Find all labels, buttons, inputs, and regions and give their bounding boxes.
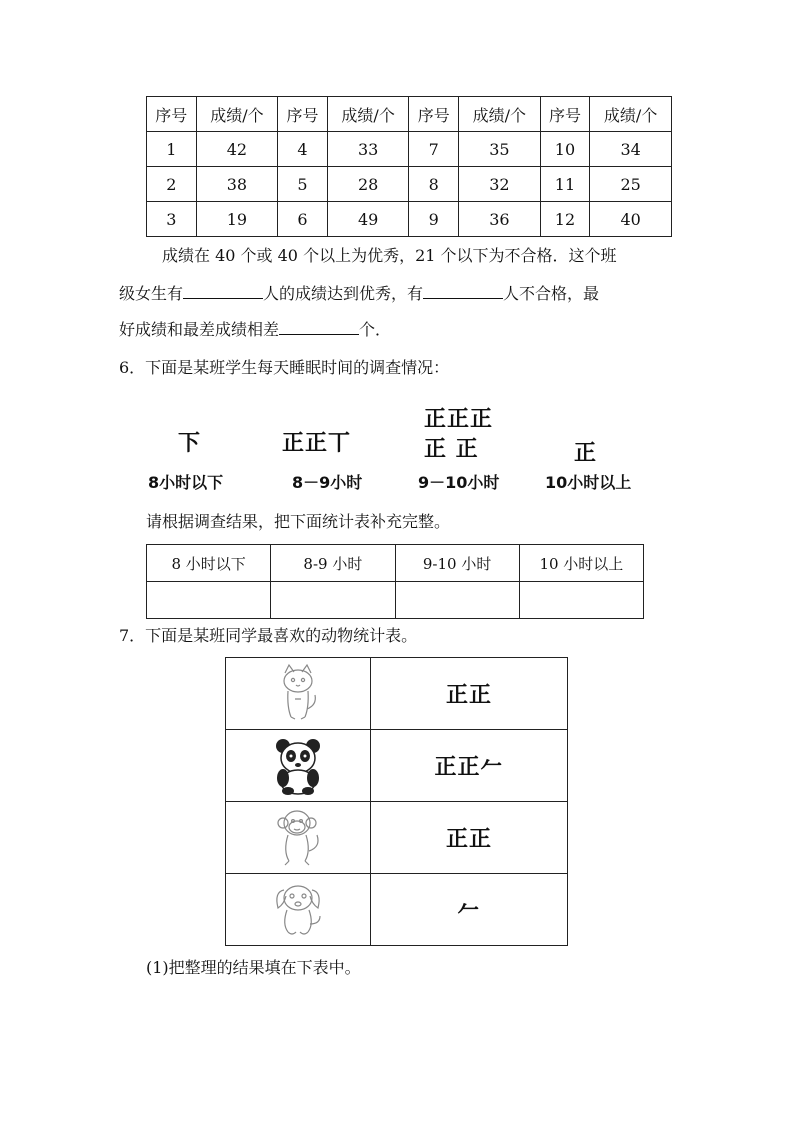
header-cell: 序号 [147,97,197,132]
tally-cell: 𠂉 [371,874,568,946]
q7-title: 7．下面是某班同学最喜欢的动物统计表。 [119,626,418,645]
table-cell: 19 [196,202,278,237]
q5-text: 人的成绩达到优秀，有 [263,284,424,303]
header-cell: 序号 [278,97,328,132]
table-cell: 11 [540,167,590,202]
header-cell: 成绩/个 [590,97,672,132]
header-cell: 9-10 小时 [395,545,519,582]
header-cell: 序号 [409,97,459,132]
table-cell: 28 [327,167,409,202]
category-label: 10小时以上 [545,473,632,492]
category-label: 8小时以下 [148,473,224,492]
tally-mark: 正 [574,441,598,466]
table-cell: 34 [590,132,672,167]
tally-mark: 下 [178,431,202,456]
table-cell: 38 [196,167,278,202]
answer-blank[interactable] [423,284,503,299]
table-cell: 2 [147,167,197,202]
table-cell: 9 [409,202,459,237]
category-label: 9－10小时 [418,473,500,492]
table-cell: 10 [540,132,590,167]
header-cell: 8-9 小时 [271,545,395,582]
category-label: 8－9小时 [292,473,363,492]
table-cell: 25 [590,167,672,202]
table-cell: 42 [196,132,278,167]
tally-cell: 正正 [371,802,568,874]
header-cell: 成绩/个 [196,97,278,132]
animal-icon-cell [226,658,371,730]
panda-icon [271,736,325,796]
animal-icon-cell [226,874,371,946]
table-cell: 40 [590,202,672,237]
q6-title: 6．下面是某班学生每天睡眠时间的调查情况： [119,358,450,377]
table-cell: 12 [540,202,590,237]
q5-text: 人不合格，最 [503,284,600,303]
table-cell: 1 [147,132,197,167]
q5-text: 级女生有 [119,284,184,303]
answer-blank[interactable] [183,284,263,299]
table-cell: 5 [278,167,328,202]
sleep-table-answer-row [147,582,644,619]
score-table [146,96,672,237]
answer-cell[interactable] [519,582,643,619]
q5-text: 个． [359,320,392,339]
q6-instruction: 请根据调查结果，把下面统计表补充完整。 [146,512,451,531]
sleep-table-header [147,545,644,582]
table-cell: 8 [409,167,459,202]
tally-mark: 正正正 [424,407,494,432]
header-cell: 成绩/个 [459,97,541,132]
q7-sub-question-1: (1)把整理的结果填在下表中。 [146,958,361,977]
table-cell: 49 [327,202,409,237]
tally-cell: 正正𠂉 [371,730,568,802]
animal-table [225,657,568,946]
monkey-icon [271,807,325,869]
answer-blank[interactable] [279,320,359,335]
q5-line-2 [119,276,599,312]
header-cell: 10 小时以上 [519,545,643,582]
q5-line-3 [119,312,391,348]
header-cell: 序号 [540,97,590,132]
table-cell: 7 [409,132,459,167]
tally-mark: 正正丅 [282,431,352,456]
animal-icon-cell [226,802,371,874]
answer-cell[interactable] [271,582,395,619]
table-row [226,658,568,730]
cat-icon [273,663,323,725]
q5-line-1: 成绩在 40 个或 40 个以上为优秀，21 个以下为不合格．这个班 [162,246,617,265]
table-cell: 33 [327,132,409,167]
answer-cell[interactable] [147,582,271,619]
table-cell: 32 [459,167,541,202]
table-row [226,874,568,946]
score-table-header [147,97,672,132]
dog-icon [270,880,326,940]
tally-cell: 正正 [371,658,568,730]
animal-icon-cell [226,730,371,802]
table-row [226,802,568,874]
table-cell: 4 [278,132,328,167]
header-cell: 8 小时以下 [147,545,271,582]
table-cell: 36 [459,202,541,237]
table-cell: 6 [278,202,328,237]
q5-text: 好成绩和最差成绩相差 [119,320,280,339]
answer-cell[interactable] [395,582,519,619]
table-cell: 3 [147,202,197,237]
table-row [147,167,672,202]
table-row [147,132,672,167]
table-row [226,730,568,802]
header-cell: 成绩/个 [327,97,409,132]
table-row [147,202,672,237]
table-cell: 35 [459,132,541,167]
tally-mark: 正 正 [424,437,479,462]
sleep-table [146,544,644,619]
